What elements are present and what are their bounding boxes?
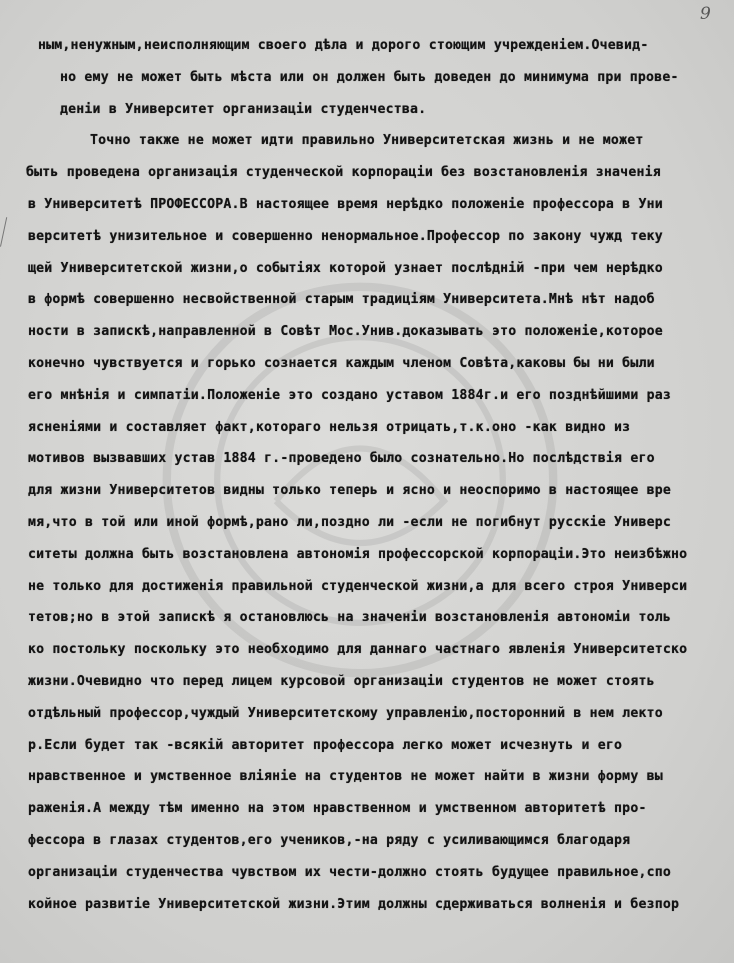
text-line: ным,ненужным,неисполняющим своего дѣла и дорого стоющим учрежденiем.Очевид- (38, 38, 649, 53)
text-line: конечно чувствуется и горько сознается каждым членом Совѣта,каковы бы ни были (28, 355, 655, 371)
text-line: ности в запискѣ,направленной в Совѣт Мос.Унив.доказывать это положенiе,которое (28, 324, 663, 340)
text-line: р.Если будет так -всякiй авторитет профессора легко может исчезнуть и его (28, 737, 623, 753)
text-line: ясненiями и составляет факт,котораго нельзя отрицать,т.к.оно -как видно из (28, 419, 631, 435)
text-line: нравственное и умственное влiянiе на студентов не может найти в жизни форму вы (28, 769, 663, 785)
text-line: мотивов вызвавших устав 1884 г.-проведено было сознательно.Но послѣдствiя его (28, 451, 655, 467)
text-line: организацiи студенчества чувством их чести-должно стоять будущее правильное,спо (28, 864, 672, 880)
text-line: в формѣ совершенно несвойственной старым традицiям Университета.Мнѣ нѣт надоб (28, 292, 655, 308)
text-line: его мнѣнiя и симпатiи.Положенiе это создано уставом 1884г.и его позднѣйшими раз (28, 387, 672, 403)
text-line: ситеты должна быть возстановлена автономiя профессорской корпорацiи.Это неизбѣжно (28, 546, 688, 562)
text-line: раженiя.А между тѣм именно на этом нравственном и умственном авторитетѣ про- (28, 801, 647, 817)
text-line: в Университетѣ ПРОФЕССОРА.В настоящее время нерѣдко положенiе профессора в Уни (28, 196, 663, 212)
text-line: тетов;но в этой запискѣ я остановлюсь на значенiи возстановленiя автономiи толь (28, 610, 672, 626)
text-line: не только для достиженiя правильной студенческой жизни,а для всего строя Универси (28, 578, 688, 594)
text-line: мя,что в той или иной формѣ,рано ли,поздно ли -если не погибнут русскiе Универс (28, 514, 672, 530)
text-line: жизни.Очевидно что перед лицем курсовой организацiи студентов не может стоять (28, 673, 655, 689)
text-line: ко постольку поскольку это необходимо для даннаго частнаго явленiя Университетско (28, 642, 688, 658)
text-line: Точно также не может идти правильно Университетская жизнь и не может (90, 133, 644, 149)
text-line: койное развитiе Университетской жизни.Этим должны сдерживаться волненiя и безпор (28, 896, 680, 912)
text-line: но ему не может быть мѣста или он должен быть доведен до минимума при прове- (60, 69, 679, 85)
text-line: денiи в Университет организацiи студенчества. (60, 101, 427, 117)
text-line: для жизни Университетов видны только теперь и ясно и неоспоримо в настоящее вре (28, 483, 672, 499)
text-line: фессора в глазах студентов,его учеников,-на ряду с усиливающимся благодаря (28, 832, 631, 848)
page-number: 9 (700, 4, 711, 24)
text-line: щей Университетской жизни,о событiях которой узнает послѣднiй -при чем нерѣдко (28, 260, 663, 276)
text-line: верситетѣ унизительное и совершенно ненормальное.Профессор по закону чужд теку (28, 228, 663, 244)
text-line: быть проведена организацiя студенческой корпорацiи без возстановленiя значенiя (26, 165, 661, 181)
text-line: отдѣльный профессор,чуждый Университетскому управленiю,посторонний в нем лекто (28, 705, 663, 721)
document-body (0, 30, 734, 920)
